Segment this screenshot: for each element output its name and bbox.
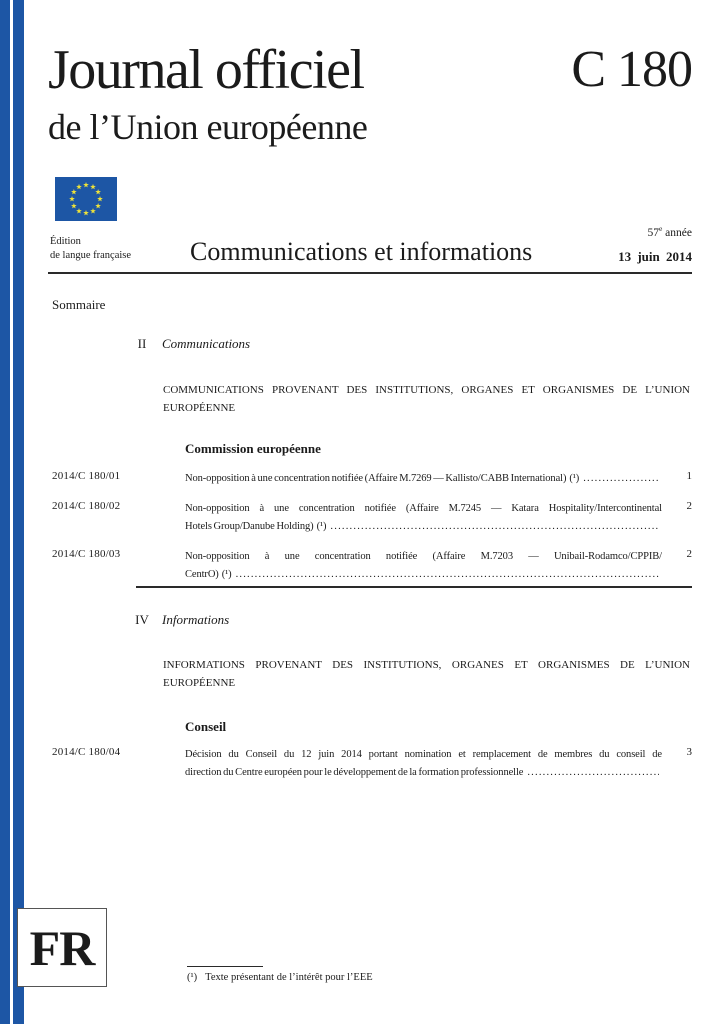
- entry-line: Décision du Conseil du 12 juin 2014 portant nomination et remplacement de membres du conseil de: [185, 749, 662, 760]
- dot-leader: [527, 764, 659, 782]
- section-heading-iv: [133, 612, 229, 628]
- section-subheading-iv: INFORMATIONS PROVENANT DES INSTITUTIONS, ORGANES ET ORGANISMES DE L’UNION EUROPÉENNE: [163, 659, 690, 689]
- section-divider: [136, 586, 692, 588]
- footnote-divider: [187, 966, 263, 967]
- toc-entries-section-iv: [52, 746, 692, 782]
- footnote-reference: (¹): [221, 569, 232, 580]
- issue-type-heading: Communications et informations: [190, 237, 533, 266]
- volume-ordinal-suffix: e: [658, 224, 663, 233]
- entry-text: [185, 746, 662, 782]
- group-heading-conseil: Conseil: [185, 719, 227, 734]
- entry-line: Non-opposition à une concentration notifiée (Affaire M.7269 — Kallisto/CABB International): [185, 473, 567, 484]
- left-blue-bar-inner: [13, 0, 24, 1024]
- toc-entries-section-ii: [52, 470, 692, 584]
- entry-text: [185, 548, 662, 584]
- entry-ref: 2014/C 180/03: [52, 548, 121, 560]
- journal-subtitle: de l’Union européenne: [48, 107, 368, 147]
- dot-leader: [236, 566, 659, 584]
- section-title: Informations: [162, 612, 230, 627]
- footnote-reference: (¹): [569, 473, 580, 484]
- toc-entry: [52, 746, 692, 782]
- issue-date: 13 juin 2014: [618, 249, 692, 264]
- entry-line: direction du Centre européen pour le développement de la formation professionnelle: [185, 767, 524, 778]
- edition-line2: de langue française: [50, 250, 132, 261]
- entry-line: Non-opposition à une concentration notifiée (Affaire M.7203 — Unibail-Rodamco/CPPIB/: [185, 551, 662, 562]
- toc-label: Sommaire: [52, 297, 106, 312]
- volume-year: [647, 224, 692, 239]
- group-heading-commission: Commission européenne: [185, 441, 321, 456]
- toc-entry: [52, 548, 692, 584]
- footnote-marker: (¹): [187, 972, 198, 983]
- volume-word: année: [662, 226, 692, 239]
- section-title: Communications: [162, 336, 251, 351]
- entry-ref: 2014/C 180/01: [52, 470, 121, 482]
- entry-text: [185, 500, 662, 536]
- dot-leader: [583, 470, 659, 488]
- entry-line: Non-opposition à une concentration notifiée (Affaire M.7245 — Katara Hospitality/Intercontinental: [185, 503, 662, 514]
- entry-line: Hotels Group/Danube Holding): [185, 521, 314, 532]
- entry-ref: 2014/C 180/02: [52, 500, 121, 512]
- entry-page-number: 3: [686, 746, 692, 758]
- entry-text: [185, 470, 662, 488]
- dot-leader: [330, 518, 659, 536]
- footnote-reference: (¹): [316, 521, 327, 532]
- edition-line1: Édition: [50, 236, 81, 247]
- language-code-box: [17, 908, 107, 987]
- entry-line: CentrO): [185, 569, 219, 580]
- section-numeral: IV: [135, 612, 149, 627]
- section-numeral: II: [137, 336, 147, 351]
- footnote-text: Texte présentant de l’intérêt pour l’EEE: [205, 972, 373, 983]
- volume-number: 57: [647, 226, 659, 239]
- issue-number: C 180: [571, 41, 692, 98]
- language-code: FR: [29, 919, 95, 976]
- entry-page-number: 2: [686, 548, 692, 560]
- toc-entry: [52, 470, 692, 488]
- edition-label: [50, 235, 131, 263]
- left-blue-bar-outer: [0, 0, 10, 1024]
- toc-entry: [52, 500, 692, 536]
- header-divider: [48, 272, 692, 274]
- entry-page-number: 2: [686, 500, 692, 512]
- section-heading-ii: [133, 336, 250, 352]
- entry-ref: 2014/C 180/04: [52, 746, 121, 758]
- footnote: [187, 972, 373, 983]
- eu-flag-icon: [55, 177, 117, 221]
- journal-title: Journal officiel: [48, 39, 364, 101]
- section-subheading-ii: COMMUNICATIONS PROVENANT DES INSTITUTIONS, ORGANES ET ORGANISMES DE L’UNION EUROPÉENNE: [163, 384, 690, 414]
- entry-page-number: 1: [686, 470, 692, 482]
